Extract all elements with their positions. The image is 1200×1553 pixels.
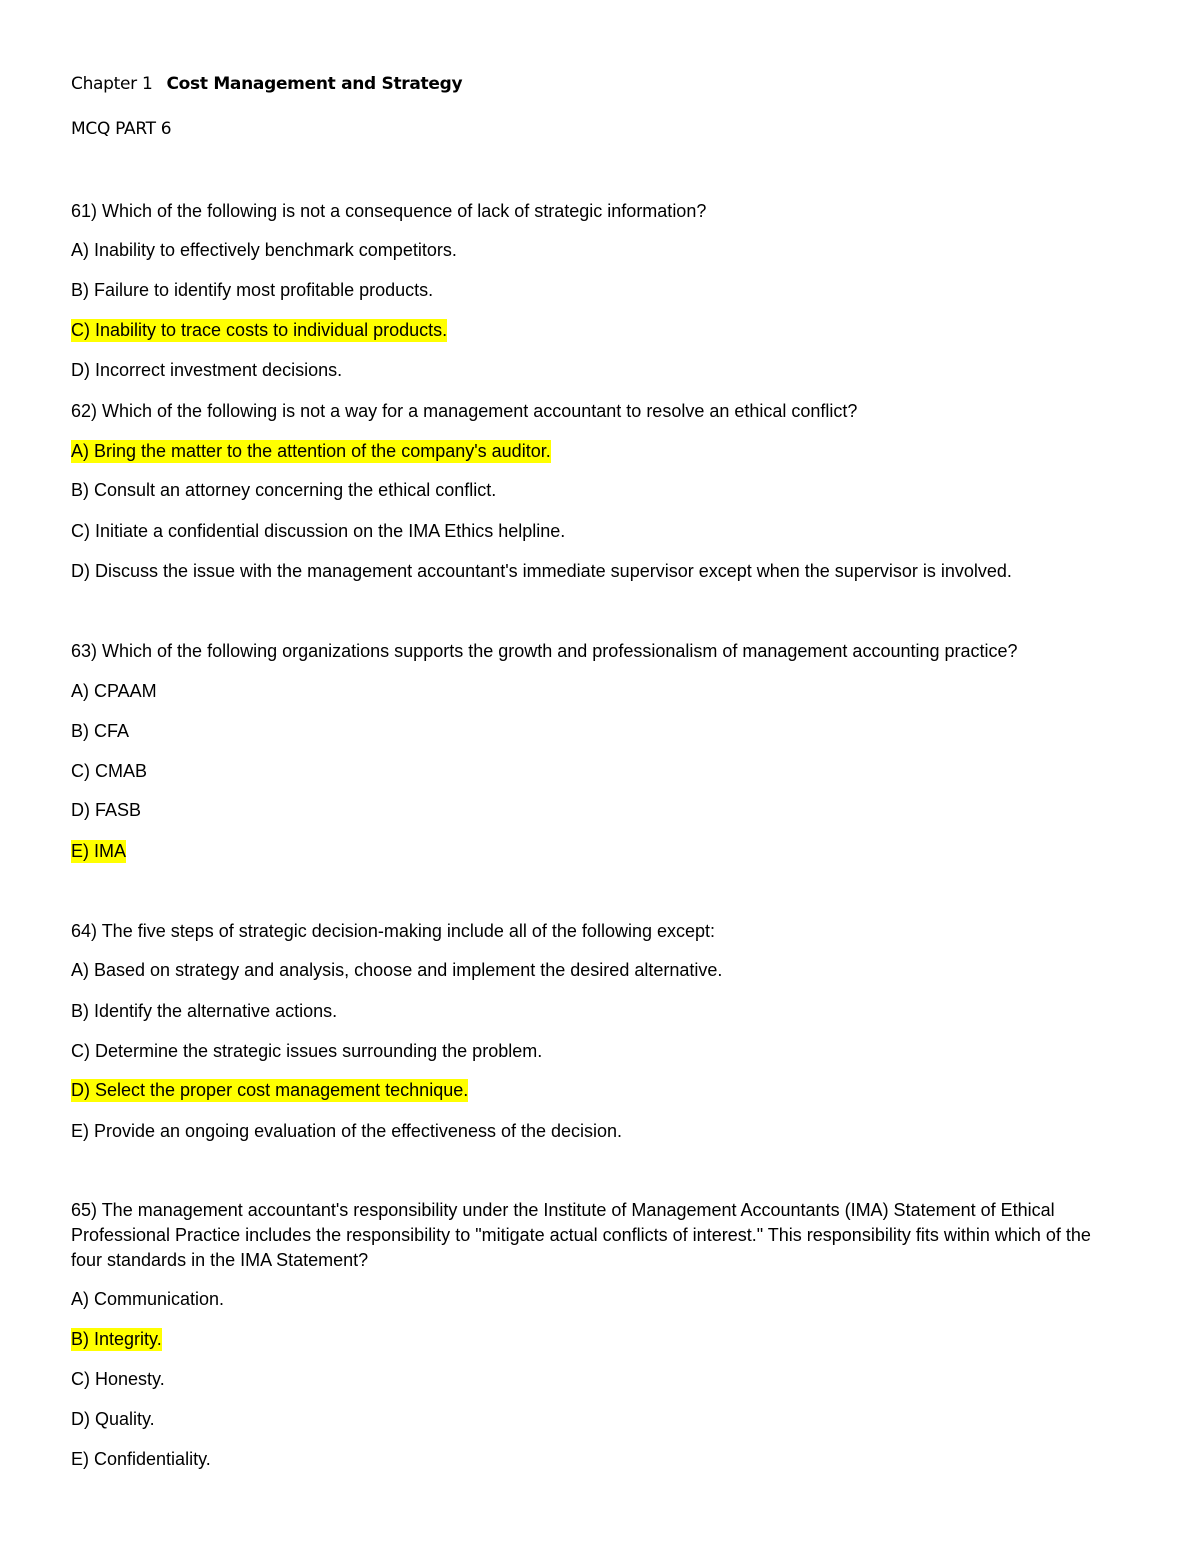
question-62-option-c: C) Initiate a confidential discussion on the IMA Ethics helpline. — [71, 521, 566, 541]
question-64-stem: 64) The five steps of strategic decision-making include all of the following except: — [71, 921, 716, 941]
highlighted-answer: E) IMA — [71, 841, 127, 861]
chapter-heading — [71, 74, 462, 94]
question-61-option-c — [71, 318, 447, 343]
question-62-option-d: D) Discuss the issue with the management accountant's immediate supervisor except when the supervisor is involved. — [71, 561, 1012, 581]
question-65-stem: 65) The management accountant's responsibility under the Institute of Management Accountants (IMA) Statement of Ethical Professional Practice includes the responsibility to "mitigate actual conflicts of interest." This responsibility fits within which of the four standards in the IMA Statement? — [71, 1200, 1091, 1270]
question-63-stem: 63) Which of the following organizations supports the growth and professionalism of management accounting practice? — [71, 641, 1018, 661]
question-61-option-a: A) Inability to effectively benchmark competitors. — [71, 240, 457, 260]
part-heading: MCQ PART 6 — [71, 119, 172, 139]
question-62-stem: 62) Which of the following is not a way for a management accountant to resolve an ethical conflict? — [71, 401, 858, 421]
question-64-option-d — [71, 1078, 468, 1103]
question-65-option-a: A) Communication. — [71, 1289, 225, 1309]
chapter-number: Chapter 1 — [71, 74, 153, 94]
question-65-option-c: C) Honesty. — [71, 1369, 165, 1389]
question-62-option-b: B) Consult an attorney concerning the ethical conflict. — [71, 480, 497, 500]
question-63-option-e — [71, 839, 126, 864]
question-65-option-d: D) Quality. — [71, 1409, 155, 1429]
question-61-stem: 61) Which of the following is not a consequence of lack of strategic information? — [71, 201, 707, 221]
question-61-option-b: B) Failure to identify most profitable products. — [71, 280, 434, 300]
question-64-option-a: A) Based on strategy and analysis, choose and implement the desired alternative. — [71, 960, 723, 980]
question-63-option-c: C) CMAB — [71, 761, 147, 781]
question-64-option-b: B) Identify the alternative actions. — [71, 1001, 338, 1021]
question-65-option-b — [71, 1327, 162, 1352]
question-63-option-d: D) FASB — [71, 800, 142, 820]
question-61-option-d: D) Incorrect investment decisions. — [71, 360, 343, 380]
chapter-title: Cost Management and Strategy — [166, 74, 463, 94]
question-62-option-a — [71, 439, 551, 464]
highlighted-answer: D) Select the proper cost management technique. — [71, 1080, 469, 1100]
highlighted-answer: A) Bring the matter to the attention of the company's auditor. — [71, 441, 551, 461]
highlighted-answer: C) Inability to trace costs to individual products. — [71, 320, 448, 340]
question-65-option-e: E) Confidentiality. — [71, 1449, 211, 1469]
question-63-option-b: B) CFA — [71, 721, 130, 741]
highlighted-answer: B) Integrity. — [71, 1329, 162, 1349]
question-64-option-e: E) Provide an ongoing evaluation of the effectiveness of the decision. — [71, 1121, 623, 1141]
question-63-option-a: A) CPAAM — [71, 681, 157, 701]
question-64-option-c: C) Determine the strategic issues surrounding the problem. — [71, 1041, 543, 1061]
